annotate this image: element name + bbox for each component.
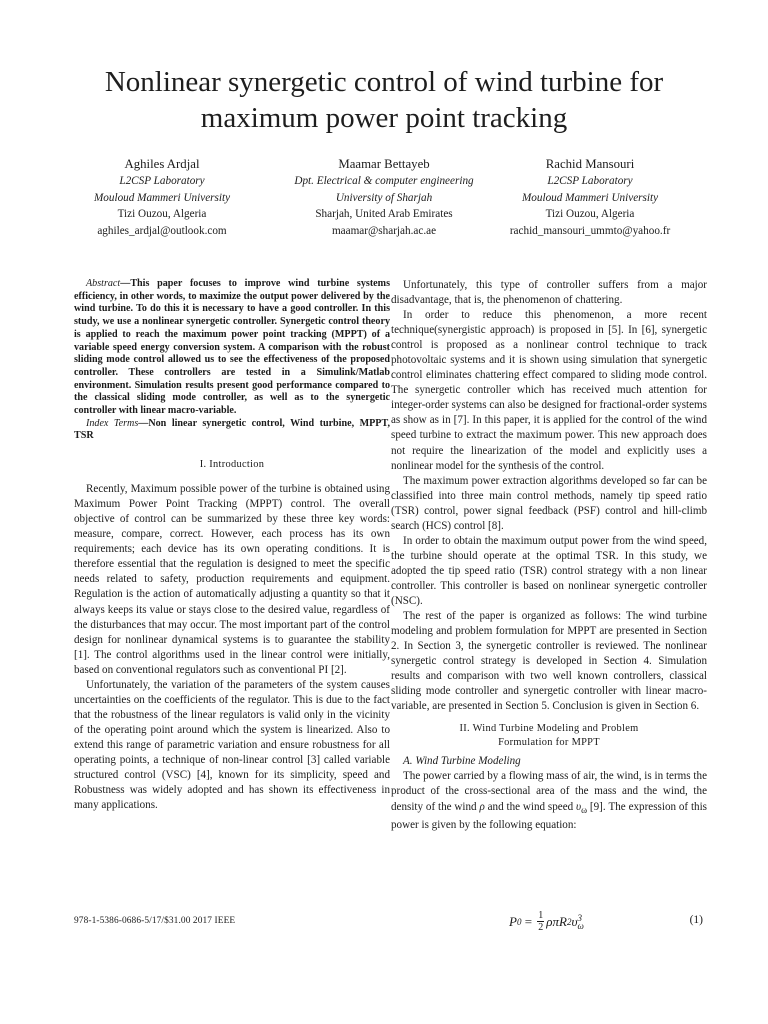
equation-1 — [391, 908, 707, 942]
abstract-text: —This paper focuses to improve wind turbine systems efficiency, in other words, to maximize the output power delivered by the wind turbine. To do this it is necessary to have a good controller. In this study, we use a nonlinear synergetic controller. Synergetic control theory is applied to reach the maximum power point tracking (MPPT) of a variable speed energy conversion system. A comparison with the robust sliding mode control allowed us to see the effectiveness of the proposed controller. These controllers are tested in a Simulink/Matlab environment. Simulation results present good performance compared to the classical sliding mode controller, as well as to the synergetic controller with linear macro-variable. — [74, 278, 390, 417]
title-line-2: maximum power point tracking — [200, 102, 568, 134]
rho-symbol: ρ — [479, 800, 485, 813]
author-location: Tizi Ouzou, Algeria — [545, 208, 635, 220]
author-3 — [470, 156, 710, 239]
author-email: rachid_mansouri_ummto@yahoo.fr — [509, 224, 671, 237]
eq-frac-num: 1 — [538, 910, 544, 921]
eq-nu: υ — [571, 913, 578, 929]
author-dept: L2CSP Laboratory — [119, 175, 205, 187]
author-dept: L2CSP Laboratory — [547, 175, 633, 187]
eq-frac-den: 2 — [538, 922, 544, 933]
paragraph: In order to obtain the maximum output power from the wind speed, the turbine should operate at the optimal TSR. In this study, we adopted the tip speed ratio (TSR) control strategy with a non linear controller. This controller is based on nonlinear synergetic controller (NSC). — [391, 534, 707, 607]
eq-nu-sub: ω — [577, 920, 584, 931]
author-name: Aghiles Ardjal — [124, 157, 200, 171]
author-name: Maamar Bettayeb — [338, 157, 430, 171]
section-heading-introduction: I. Introduction — [199, 459, 265, 471]
paper-title — [60, 64, 708, 136]
author-dept: Dpt. Electrical & computer engineering — [294, 175, 474, 187]
equation-number: (1) — [689, 914, 703, 926]
eq-fraction — [537, 910, 544, 933]
eq-lhs-sub: 0 — [516, 916, 522, 927]
nu-symbol: υ — [576, 800, 582, 813]
eq-nu-scripts — [577, 914, 583, 930]
abstract-label: Abstract — [86, 278, 121, 289]
author-location: Tizi Ouzou, Algeria — [117, 208, 207, 220]
author-location: Sharjah, United Arab Emirates — [315, 208, 453, 220]
author-institution: Mouloud Mammeri University — [93, 191, 231, 204]
paragraph: In order to reduce this phenomenon, a more recent technique(synergistic approach) is proposed in [5]. In [6], synergetic control is proposed as a nonlinear control technique to track photovoltaic systems and it is shown using simulation that synergetic control eliminates chattering effect compared to sliding mode control. The synergetic controller which has received much attention for integer-order systems can also be designed for fractional-order systems as show as in [7]. In this paper, it is applied for the control of the wind speed turbine to extract the maximum power. This new approach does not require the linearization of the model and explicitly uses a nonlinear model for the synthesis of the control. — [391, 309, 707, 472]
paragraph: The maximum power extraction algorithms developed so far can be classified into three main control methods, namely tip speed ratio (TSR) control, power signal feedback (PSF) control and hill-climb search (HCS) control [8]. — [391, 474, 707, 532]
author-email: maamar@sharjah.ac.ae — [331, 224, 437, 237]
author-1 — [42, 156, 282, 239]
equation-formula — [509, 910, 584, 933]
abstract — [74, 278, 390, 418]
text-run: [9]. The expression of this power is given by the following equation: — [391, 800, 708, 831]
author-institution: University of Sharjah — [335, 191, 433, 204]
author-institution: Mouloud Mammeri University — [521, 191, 659, 204]
text-run: and the wind speed — [484, 800, 577, 813]
copyright-footer: 978-1-5386-0686-5/17/$31.00 2017 IEEE — [74, 916, 236, 926]
author-email: aghiles_ardjal@outlook.com — [97, 224, 227, 237]
left-column — [74, 278, 390, 813]
author-name: Rachid Mansouri — [545, 157, 635, 171]
title-line-1: Nonlinear synergetic control of wind turbine for — [104, 66, 664, 98]
index-terms-text: —Non linear synergetic control, Wind turbine, MPPT, TSR — [74, 417, 390, 442]
text-run: The power carried by a flowing mass of air, the wind, is in terms the product of the cross-sectional area of the mass and the wind, the density of the wind — [391, 770, 707, 813]
section-heading-modeling — [391, 722, 707, 750]
eq-rhs: ρπR — [546, 913, 567, 929]
eq-lhs: P — [509, 913, 517, 929]
section-heading-line-2: Formulation for MPPT — [498, 737, 600, 749]
index-terms — [74, 418, 390, 443]
eq-nu-sup: 3 — [577, 912, 582, 923]
paragraph: Unfortunately, the variation of the parameters of the system causes uncertainties on the coefficients of the regulator. This is due to the fact that the robustness of the linear regulators is valid only in the vicinity of the operating point around which the system is linearized. Also to extend this range of parametric variation and ensure robustness for all operating points, a technique of non-linear control [3] called variable structured control (VSC) [4], known for its simplicity, speed and Robustness was widely adopted and has shown its effectiveness in many applications. — [74, 678, 390, 812]
section-heading-line-1: II. Wind Turbine Modeling and Problem — [459, 723, 639, 735]
author-2 — [264, 156, 504, 239]
eq-rhs-sup: 2 — [567, 916, 572, 927]
paragraph — [391, 769, 707, 832]
right-column — [391, 278, 707, 833]
paragraph: Unfortunately, this type of controller suffers from a major disadvantage, that is, the phenomenon of chattering. — [391, 279, 707, 307]
paragraph: The rest of the paper is organized as follows: The wind turbine modeling and problem formulation for MPPT are presented in Section 2. In Section 3, the synergetic controller is reviewed. The nonlinear synergetic control strategy is developed in Section 4. Simulation results and comparison with two well known controllers, classical sliding mode controller and synergetic controller with linear macro-variable, are presented in Section 5. Conclusion is given in Section 6. — [391, 610, 707, 713]
subsection-heading: A. Wind Turbine Modeling — [403, 755, 521, 768]
index-terms-label: Index Terms — [86, 417, 139, 429]
paragraph: Recently, Maximum possible power of the turbine is obtained using Maximum Power Point Tracking (MPPT) control. The overall objective of control can be summarized by these three key words: measure, compare, correct. However, each process has its own requirements; each device has its own operating conditions. It is therefore essential that the regulation is designed to meet the specific needs related to safety, production requirements and equipment. Regulation is the action of automatically adjusting a quantity so that it always keeps its value or stays close to the desired value, regardless of the disturbances that may occur. The most important part of the control design for nonlinear dynamical systems is to guarantee the stability [1]. The control algorithms used in the linear control were initially, based on conventional regulators such as conventional PI [2]. — [74, 483, 390, 676]
eq-equals: = — [521, 913, 536, 929]
nu-subscript: ω — [581, 804, 588, 815]
